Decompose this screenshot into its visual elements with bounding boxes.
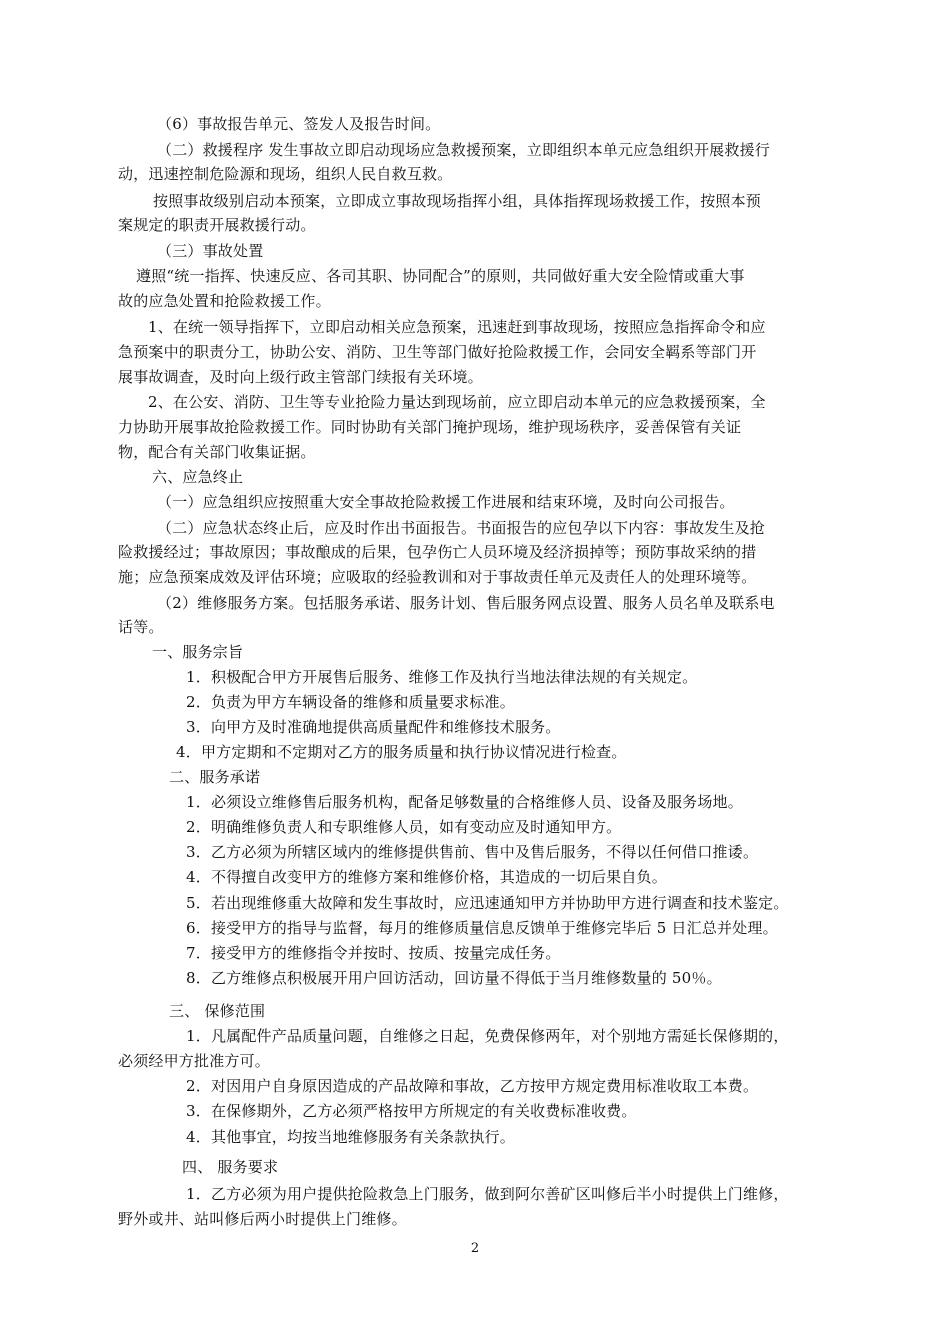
text-line: （2）维修服务方案。包括服务承诺、服务计划、售后服务网点设置、服务人员名单及联系电 <box>157 594 775 612</box>
text-line: 急预案中的职责分工，协助公安、消防、卫生等部门做好抢险救援工作，会同安全羁系等部门开 <box>118 343 757 361</box>
list-item: 3．乙方必须为所辖区域内的维修提供售前、售中及售后服务，不得以任何借口推诿。 <box>186 843 759 861</box>
section-heading: （三）事故处置 <box>157 242 264 260</box>
list-item: 7．接受甲方的维修指令并按时、按质、按量完成任务。 <box>186 944 561 962</box>
text-line: 故的应急处置和抢险救援工作。 <box>118 292 331 310</box>
text-line: 野外或井、站叫修后两小时提供上门维修。 <box>118 1210 407 1228</box>
text-line: （一）应急组织应按照重大安全事故抢险救援工作进展和结束环境，及时向公司报告。 <box>157 493 735 511</box>
list-item: 6．接受甲方的指导与监督，每月的维修质量信息反馈单于维修完毕后 5 日汇总并处理。 <box>186 919 778 937</box>
text-line: 展事故调查，及时向上级行政主管部门续报有关环境。 <box>118 368 483 386</box>
text-line: 物，配合有关部门收集证据。 <box>118 443 316 461</box>
list-item: 4．不得擅自改变甲方的维修方案和维修价格，其造成的一切后果自负。 <box>186 868 667 886</box>
section-heading: 四、 服务要求 <box>182 1158 279 1176</box>
text-line: 力协助开展事故抢险救援工作。同时协助有关部门掩护现场，维护现场秩序，妥善保管有关证 <box>118 418 742 436</box>
text-line: （二）救援程序 发生事故立即启动现场应急救援预案，立即组织本单元应急组织开展救援行 <box>157 141 770 159</box>
text-line: 案规定的职责开展救援行动。 <box>118 216 316 234</box>
page-number: 2 <box>470 1241 480 1256</box>
text-line: （二）应急状态终止后，应及时作出书面报告。书面报告的应包孕以下内容：事故发生及抢 <box>157 519 766 537</box>
list-item: 4．其他事宜，均按当地维修服务有关条款执行。 <box>186 1128 515 1146</box>
text-line: 动，迅速控制危险源和现场，组织人民自救互救。 <box>118 165 453 183</box>
text-line: 遵照“统一指挥、快速反应、各司其职、协同配合”的原则，共同做好重大安全险情或重大事 <box>136 267 745 285</box>
list-item: 1．积极配合甲方开展售后服务、维修工作及执行当地法律法规的有关规定。 <box>186 668 698 686</box>
list-item: 4．甲方定期和不定期对乙方的服务质量和执行协议情况进行检查。 <box>176 743 627 761</box>
text-line: 话等。 <box>118 618 164 636</box>
section-heading: 二、服务承诺 <box>169 768 261 786</box>
section-heading: 三、 保修范围 <box>169 1002 266 1020</box>
section-heading: 一、服务宗旨 <box>152 643 244 661</box>
text-line: 施；应急预案成效及评估环境；应吸取的经验教训和对于事故责任单元及责任人的处理环境等。 <box>118 568 757 586</box>
list-item: 3．在保修期外，乙方必须严格按甲方所规定的有关收费标准收费。 <box>186 1102 637 1120</box>
section-heading: 六、应急终止 <box>152 468 244 486</box>
list-item: 1．乙方必须为用户提供抢险救急上门服务，做到阿尔善矿区叫修后半小时提供上门维修， <box>186 1185 789 1203</box>
list-item: 2．明确维修负责人和专职维修人员，如有变动应及时通知甲方。 <box>186 818 622 836</box>
text-line: 1、在统一领导指挥下，立即启动相关应急预案，迅速赶到事故现场，按照应急指挥命令和应 <box>148 318 766 336</box>
list-item: 2．对因用户自身原因造成的产品故障和事故，乙方按甲方规定费用标准收取工本费。 <box>186 1077 759 1095</box>
list-item: 5．若出现维修重大故障和发生事故时，应迅速通知甲方并协助甲方进行调查和技术鉴定。 <box>186 894 789 912</box>
text-line: （6）事故报告单元、签发人及报告时间。 <box>157 115 441 133</box>
list-item: 1．凡属配件产品质量问题，自维修之日起，免费保修两年，对个别地方需延长保修期的， <box>186 1027 789 1045</box>
text-line: 2、在公安、消防、卫生等专业抢险力量达到现场前，应立即启动本单元的应急救援预案，全 <box>148 393 766 411</box>
list-item: 3．向甲方及时准确地提供高质量配件和维修技术服务。 <box>186 718 561 736</box>
text-line: 必须经甲方批准方可。 <box>118 1052 271 1070</box>
text-line: 险救援经过；事故原因；事故酿成的后果，包孕伤亡人员环境及经济损掉等；预防事故采纳的措 <box>118 543 757 561</box>
list-item: 8．乙方维修点积极展开用户回访活动，回访量不得低于当月维修数量的 50％。 <box>186 969 722 987</box>
list-item: 2．负责为甲方车辆设备的维修和质量要求标准。 <box>186 693 515 711</box>
text-line: 按照事故级别启动本预案，立即成立事故现场指挥小组，具体指挥现场救援工作，按照本预 <box>153 192 762 210</box>
list-item: 1．必须设立维修售后服务机构，配备足够数量的合格维修人员、设备及服务场地。 <box>186 793 743 811</box>
